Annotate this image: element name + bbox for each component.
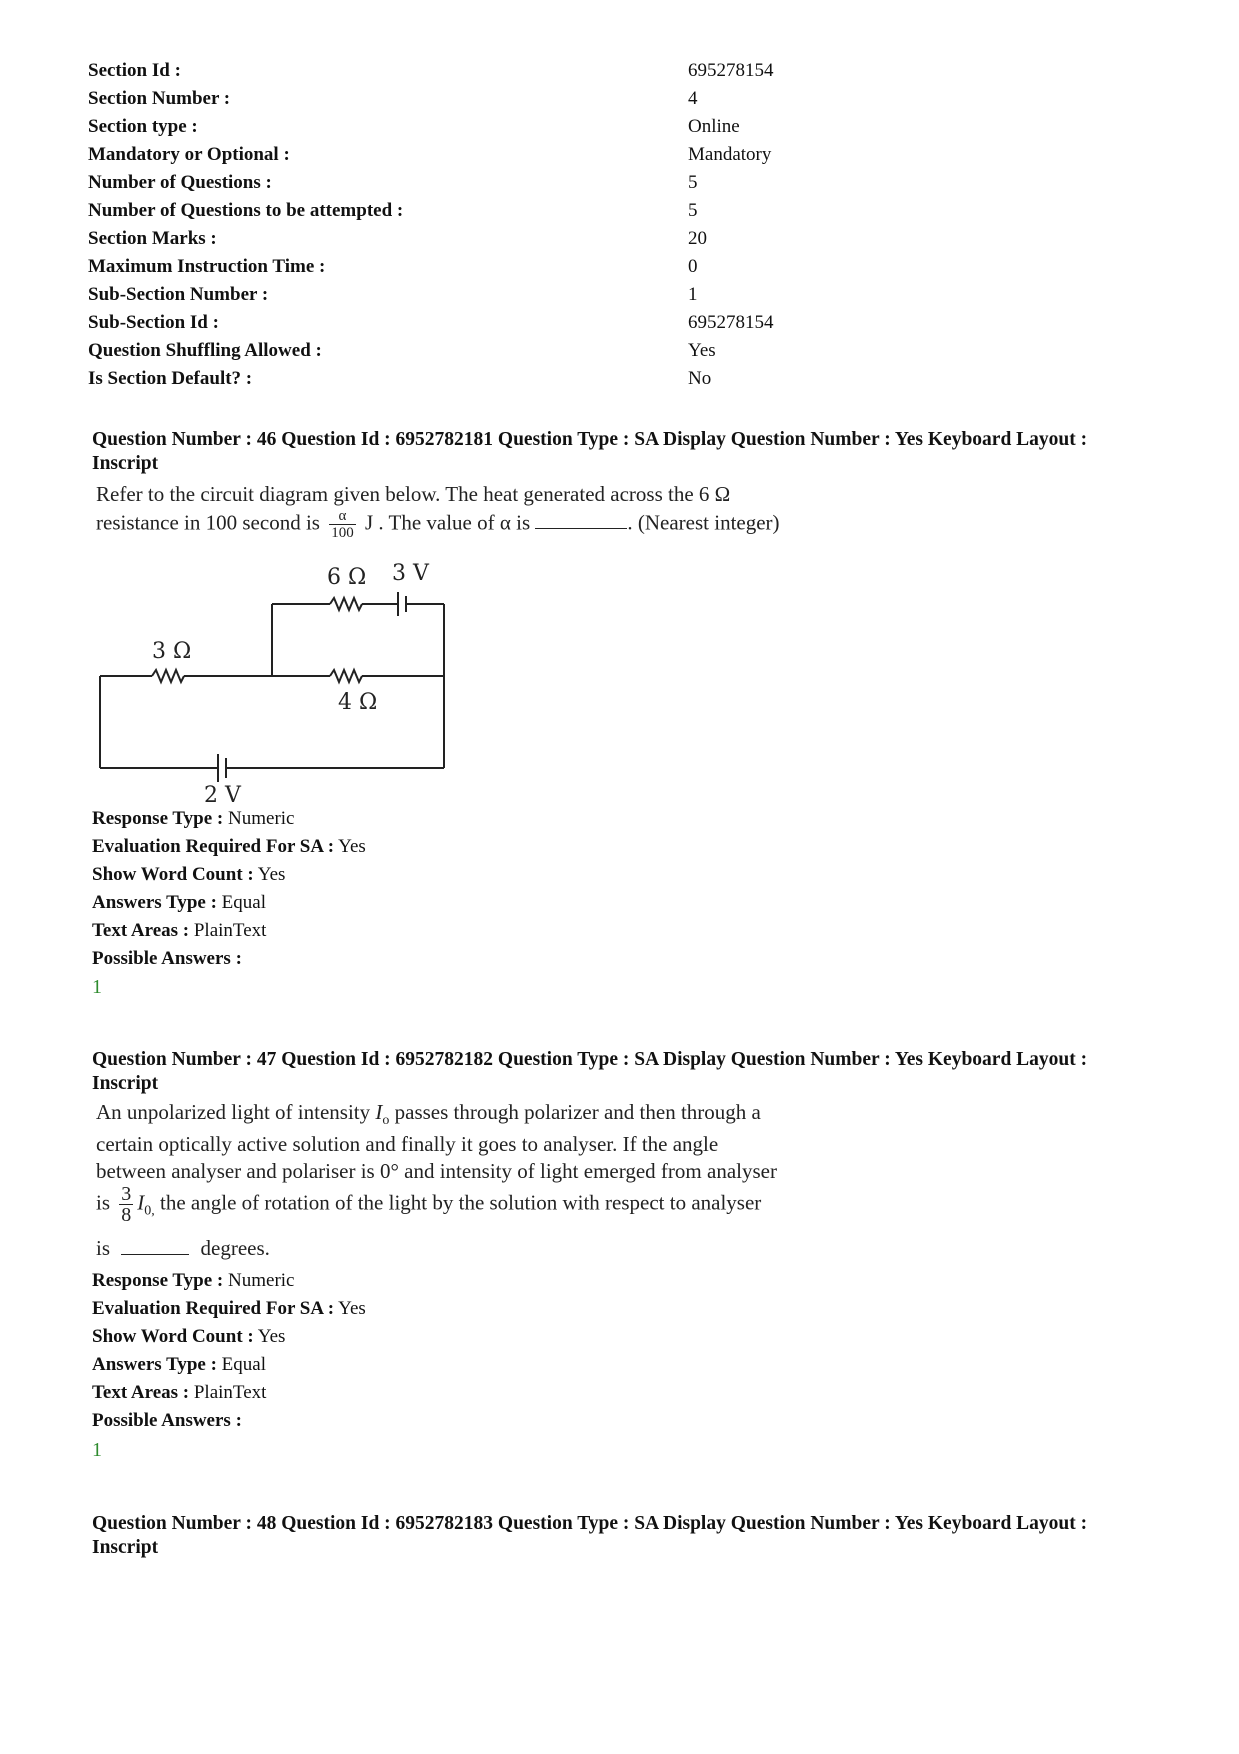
show-word-count: Show Word Count : Yes [92,864,286,885]
section-row [88,144,1088,172]
section-value: 4 [688,88,698,109]
possible-answers: Possible Answers : [92,1410,242,1431]
question-text-line [96,1236,270,1261]
section-value: No [688,368,712,389]
response-type: Response Type : Numeric [92,1270,295,1291]
section-value: 1 [688,284,698,305]
question-header-line: Inscript [92,1537,159,1558]
section-label: Mandatory or Optional : [88,144,290,165]
intensity-subscript: 0, [144,1203,155,1219]
response-type: Response Type : Numeric [92,808,295,829]
question-text: passes through polarizer and then through a [394,1100,761,1124]
show-word-count: Show Word Count : Yes [92,1326,286,1347]
question-text: the angle of rotation of the light by the solution with respect to analyser [160,1190,762,1215]
section-value: 695278154 [688,60,774,81]
question-header-line: Question Number : 48 Question Id : 6952782183 Question Type : SA Display Question Number : Yes Keyboard Layout : [92,1513,1088,1534]
evaluation-required: Evaluation Required For SA : Yes [92,836,366,857]
section-label: Sub-Section Number : [88,284,269,305]
section-value: 20 [688,228,707,249]
section-row [88,88,1088,116]
question-text: . (Nearest integer) [627,510,780,535]
three-eighths-fraction [119,1184,133,1225]
label-2v: 2 V [204,783,241,807]
section-row [88,116,1088,144]
section-label: Section Id : [88,60,181,81]
fraction-denominator: 100 [331,525,354,541]
section-label: Number of Questions : [88,172,272,193]
question-header-line: Question Number : 46 Question Id : 6952782181 Question Type : SA Display Question Number : Yes Keyboard Layout : [92,429,1088,450]
section-label: Is Section Default? : [88,368,253,389]
question-header-line: Inscript [92,453,159,474]
question-header-line: Question Number : 47 Question Id : 6952782182 Question Type : SA Display Question Number : Yes Keyboard Layout : [92,1049,1088,1070]
question-header [92,428,1152,476]
answers-type: Answers Type : Equal [92,1354,266,1375]
section-label: Section Number : [88,88,231,109]
question-header [92,1512,1152,1560]
alpha-fraction [329,508,356,541]
question-header [92,1048,1152,1096]
label-6-ohm: 6 Ω [327,565,367,590]
question-text-line [96,508,780,541]
circuit-diagram [92,552,472,807]
answer-blank [121,1253,189,1255]
section-row [88,340,1088,368]
section-value: 695278154 [688,312,774,333]
intensity-symbol: I [137,1190,145,1215]
possible-answer-value: 1 [92,976,102,998]
section-label: Section type : [88,116,198,137]
question-text: is [96,1190,111,1215]
possible-answer-value: 1 [92,1439,102,1461]
section-row [88,172,1088,200]
fraction-numerator: 3 [121,1183,132,1205]
section-value: 5 [688,200,698,221]
section-row [88,200,1088,228]
section-row [88,284,1088,312]
fraction-denominator: 8 [121,1204,132,1226]
section-row [88,60,1088,88]
section-value: Yes [688,340,716,361]
section-label: Sub-Section Id : [88,312,219,333]
question-text-line [96,1184,761,1225]
section-value: Online [688,116,740,137]
intensity-symbol: I [375,1100,383,1124]
section-label: Section Marks : [88,228,217,249]
answer-blank [535,527,627,529]
resistor-6-ohm [330,598,362,610]
question-header-line: Inscript [92,1073,159,1094]
question-text-line: certain optically active solution and finally it goes to analyser. If the angle [96,1132,719,1156]
section-label: Maximum Instruction Time : [88,256,326,277]
section-row [88,368,1088,396]
section-label: Number of Questions to be attempted : [88,200,404,221]
question-text: degrees. [200,1236,270,1260]
section-label: Question Shuffling Allowed : [88,340,322,361]
resistor-3-ohm [152,670,184,682]
text-areas: Text Areas : PlainText [92,920,267,941]
resistor-4-ohm [330,670,362,682]
answers-type: Answers Type : Equal [92,892,266,913]
possible-answers: Possible Answers : [92,948,242,969]
question-text: J . The value of α is [364,510,531,535]
evaluation-required: Evaluation Required For SA : Yes [92,1298,366,1319]
question-text: An unpolarized light of intensity [96,1100,371,1124]
label-4-ohm: 4 Ω [338,690,378,715]
question-text-line [96,1100,761,1129]
label-3-ohm: 3 Ω [152,639,192,664]
section-row [88,228,1088,256]
question-text-line: Refer to the circuit diagram given below. The heat generated across the 6 Ω [96,482,731,506]
intensity-subscript: o [382,1113,390,1129]
question-text: is [96,1236,111,1260]
section-value: 0 [688,256,698,277]
section-value: 5 [688,172,698,193]
section-value: Mandatory [688,144,772,165]
label-3v: 3 V [392,561,429,586]
fraction-numerator: α [329,508,356,525]
section-row [88,256,1088,284]
section-row [88,312,1088,340]
question-text: resistance in 100 second is [96,510,320,535]
text-areas: Text Areas : PlainText [92,1382,267,1403]
question-text-line: between analyser and polariser is 0° and intensity of light emerged from analyser [96,1159,777,1183]
